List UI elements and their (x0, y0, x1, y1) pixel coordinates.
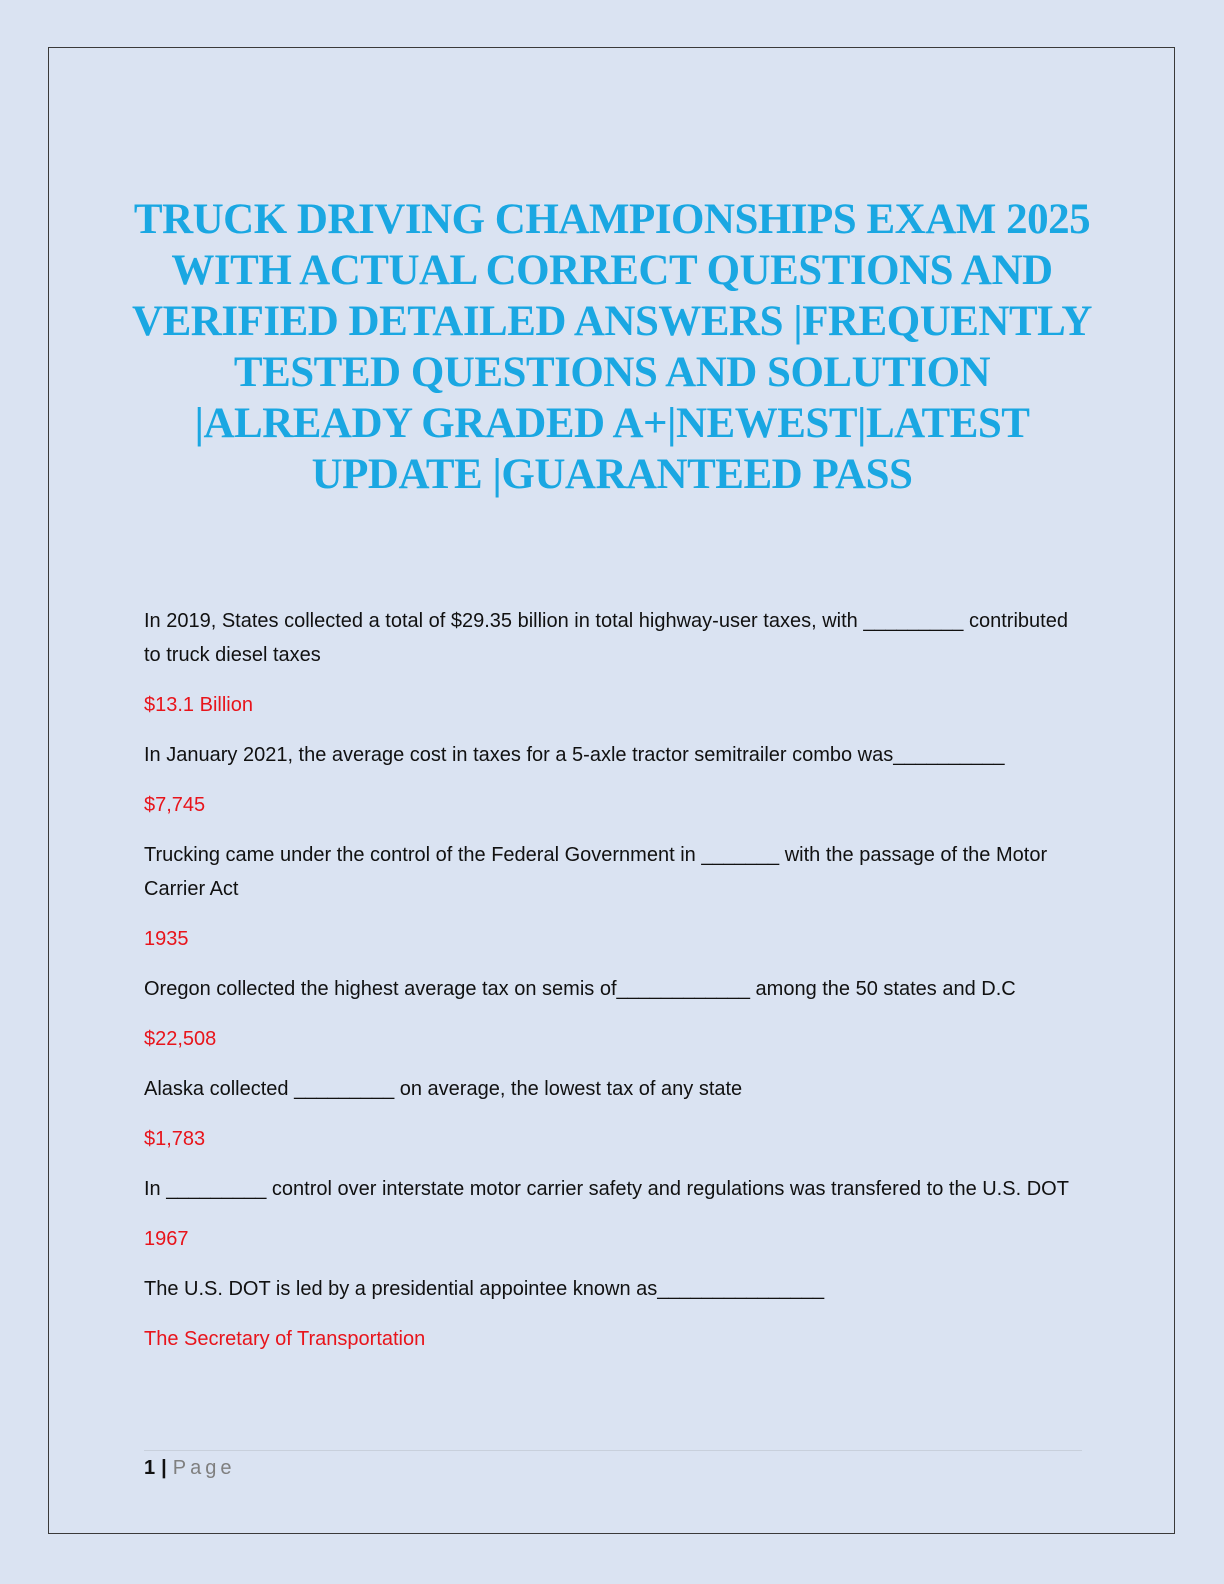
answer-7: The Secretary of Transportation (144, 1328, 426, 1350)
question-2: In January 2021, the average cost in taxes for a 5-axle tractor semitrailer combo was__________ (144, 744, 1005, 766)
document-title: TRUCK DRIVING CHAMPIONSHIPS EXAM 2025 WITH ACTUAL CORRECT QUESTIONS AND VERIFIED DETAILED ANSWERS |FREQUENTLY TESTED QUESTIONS AND SOLUTION |ALREADY GRADED A+|NEWEST|LATEST UPDATE |GUARANTEED PASS (132, 196, 1092, 498)
answer-4: $22,508 (144, 1028, 217, 1050)
page-number: 1 (144, 1457, 156, 1479)
question-4: Oregon collected the highest average tax on semis of____________ among the 50 states and D.C (144, 978, 1016, 1000)
question-7: The U.S. DOT is led by a presidential appointee known as_______________ (144, 1278, 825, 1300)
answer-5: $1,783 (144, 1128, 206, 1150)
footer-divider (144, 1450, 1082, 1451)
answer-6: 1967 (144, 1228, 189, 1250)
answer-2: $7,745 (144, 794, 206, 816)
page-footer (144, 1454, 235, 1482)
answer-1: $13.1 Billion (144, 694, 253, 716)
question-1: In 2019, States collected a total of $29.35 billion in total highway-user taxes, with _________ contributed to truck diesel taxes (144, 610, 1068, 666)
question-5: Alaska collected _________ on average, the lowest tax of any state (144, 1078, 743, 1100)
page-label: Page (172, 1457, 236, 1479)
answer-3: 1935 (144, 928, 189, 950)
question-3: Trucking came under the control of the Federal Government in _______ with the passage of the Motor Carrier Act (144, 844, 1048, 900)
qa-list (144, 604, 1084, 1356)
footer-separator: | (161, 1457, 167, 1479)
question-6: In _________ control over interstate motor carrier safety and regulations was transfered to the U.S. DOT (144, 1178, 1069, 1200)
